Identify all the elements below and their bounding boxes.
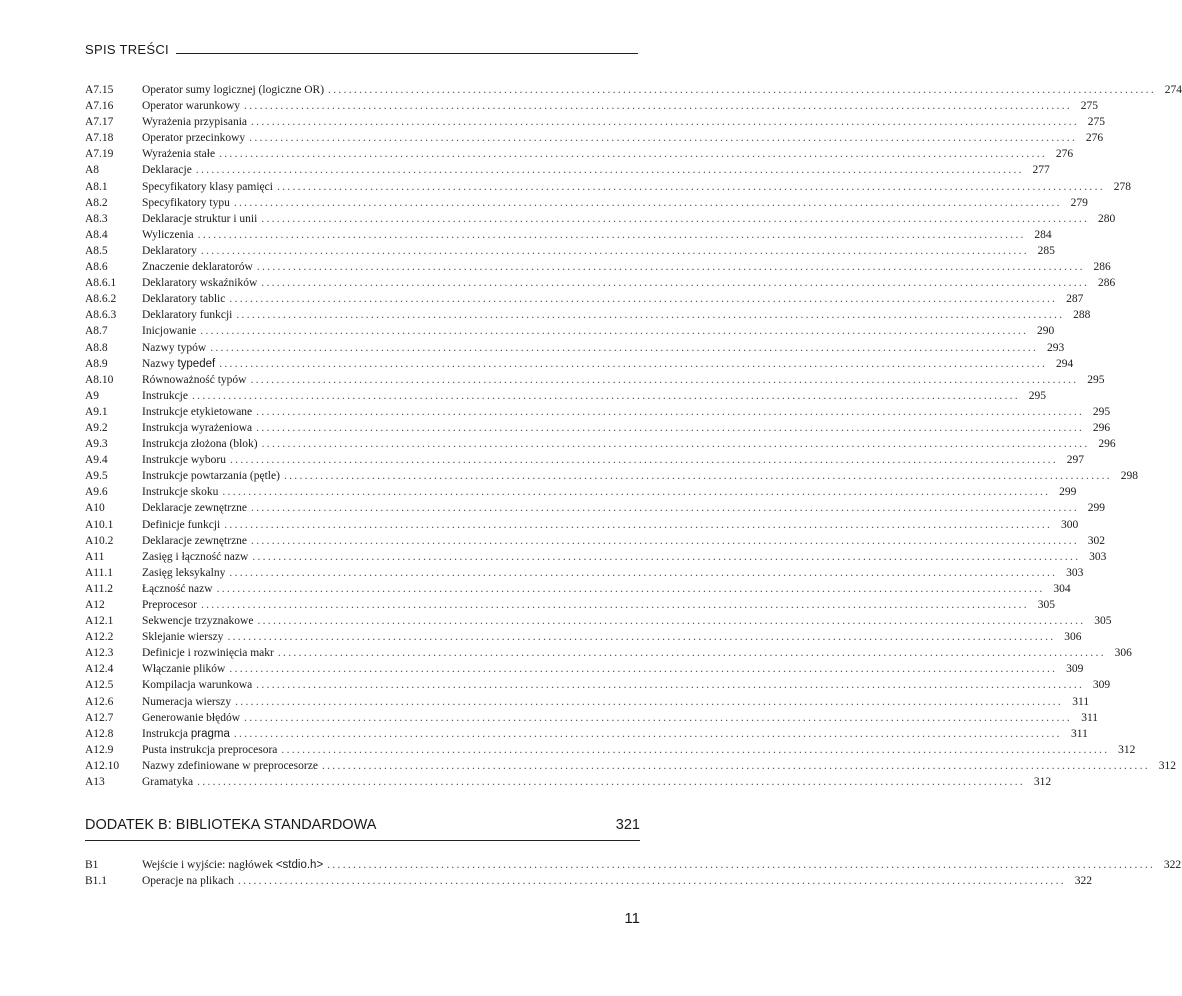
entry-page: 278: [1113, 180, 1131, 193]
dot-leader: ................................................................................................................................................................: [222, 486, 1051, 499]
entry-title: [142, 857, 327, 873]
dot-leader: ................................................................................................................................................................: [233, 196, 1062, 209]
entry-page: 285: [1037, 244, 1055, 257]
entry-number: A9.1: [85, 405, 108, 418]
entry-number: A8.6.3: [85, 309, 117, 322]
entry-number: A12.10: [85, 759, 120, 772]
toc-entry[interactable]: [85, 581, 1071, 597]
entry-title-text: Generowanie błędów: [142, 711, 241, 724]
toc-entry[interactable]: [85, 549, 1107, 565]
dot-leader: ................................................................................................................................................................: [276, 180, 1105, 193]
entry-page: 297: [1066, 454, 1084, 467]
toc-entry[interactable]: [85, 146, 1074, 162]
toc-entry[interactable]: [85, 291, 1084, 307]
entry-number: A8.2: [85, 196, 108, 209]
entry-title-text: Inicjowanie: [142, 325, 197, 338]
entry-title-text: Deklaratory tablic: [142, 293, 226, 306]
entry-page: 312: [1033, 776, 1052, 789]
entry-title-text: Specyfikatory typu: [142, 196, 230, 209]
entry-page: 306: [1114, 647, 1132, 660]
entry-page: 280: [1098, 212, 1116, 225]
page-number: 11: [624, 910, 640, 927]
entry-title-text: Instrukcje etykietowane: [142, 405, 253, 418]
entry-number: A9.4: [85, 454, 108, 467]
entry-number: A9.5: [85, 470, 108, 483]
entry-number: A8.4: [85, 228, 108, 241]
dot-leader: ................................................................................................................................................................: [229, 293, 1058, 306]
entry-page: 312: [1118, 743, 1136, 756]
dot-leader: ................................................................................................................................................................: [261, 438, 1090, 451]
entry-number: A9.3: [85, 438, 108, 451]
entry-number: A10.1: [85, 518, 114, 531]
entry-page: 311: [1071, 727, 1088, 740]
entry-code-keyword: typedef: [177, 357, 216, 370]
entry-number: A11.1: [85, 566, 114, 579]
entry-page: 309: [1066, 663, 1084, 676]
entry-title-text: Deklaratory wskaźników: [142, 277, 258, 290]
entry-page: 275: [1080, 100, 1099, 113]
entry-number: A8.6: [85, 261, 108, 274]
entry-page: 299: [1087, 502, 1106, 515]
toc-entry[interactable]: [85, 857, 1182, 873]
entry-number: A7.19: [85, 148, 114, 161]
toc-entry[interactable]: [85, 710, 1099, 726]
toc-entry[interactable]: [85, 340, 1065, 356]
dot-leader: ................................................................................................................................................................: [261, 212, 1090, 225]
entry-number: A8.6.2: [85, 293, 117, 306]
toc-entry[interactable]: [85, 774, 1052, 790]
entry-page: 312: [1158, 759, 1176, 772]
entry-page: 275: [1087, 116, 1105, 129]
entry-page: 296: [1098, 438, 1116, 451]
entry-title-text: Deklaratory funkcji: [142, 309, 233, 322]
entry-title: [142, 726, 234, 742]
dot-leader: ................................................................................................................................................................: [229, 663, 1058, 676]
toc-entry[interactable]: [85, 356, 1074, 372]
entry-title: [142, 694, 235, 710]
entry-title: [142, 114, 251, 130]
entry-page: 296: [1092, 421, 1111, 434]
entry-title-text: Pusta instrukcja preprocesora: [142, 743, 278, 756]
entry-title-text: Deklaracje zewnętrzne: [142, 502, 248, 515]
entry-title-text: Preprocesor: [142, 599, 197, 611]
toc-entry[interactable]: [85, 243, 1055, 259]
entry-title: [142, 565, 229, 581]
entry-page: 300: [1060, 518, 1079, 531]
dot-leader: ................................................................................................................................................................: [197, 228, 1026, 241]
entry-number: A8.9: [85, 357, 108, 370]
dot-leader: ................................................................................................................................................................: [252, 550, 1081, 563]
entry-number: A12.1: [85, 615, 114, 628]
entry-number: A9.6: [85, 486, 108, 499]
entry-page: 293: [1046, 341, 1065, 354]
running-header: SPIS TREŚCI: [85, 42, 169, 57]
dot-leader: ................................................................................................................................................................: [210, 341, 1039, 354]
entry-page: 302: [1087, 534, 1106, 547]
toc-entry[interactable]: [85, 259, 1111, 275]
entry-page: 322: [1163, 859, 1182, 871]
entry-title: [142, 340, 210, 356]
entry-title-text: Instrukcje wyboru: [142, 454, 226, 467]
entry-title: [142, 645, 278, 661]
entry-title-text: Instrukcja złożona (blok): [142, 438, 258, 451]
entry-title: [142, 468, 284, 484]
entry-number: A9.2: [85, 421, 108, 434]
toc-entry[interactable]: [85, 694, 1090, 710]
entry-title: [142, 500, 251, 516]
entry-title: [142, 259, 257, 275]
entry-title: [142, 597, 201, 613]
entry-page: 295: [1028, 389, 1046, 402]
entry-title: [142, 452, 230, 468]
entry-title-text: Łączność nazw: [142, 582, 213, 595]
toc-entry[interactable]: [85, 82, 1182, 98]
entry-title: [142, 742, 281, 758]
toc-entry[interactable]: [85, 420, 1111, 436]
dot-leader: ................................................................................................................................................................: [257, 615, 1086, 628]
entry-number: A12.7: [85, 711, 114, 724]
entry-number: A12: [85, 599, 105, 611]
dot-leader: ................................................................................................................................................................: [249, 132, 1078, 145]
entry-title: [142, 372, 250, 388]
entry-title: [142, 98, 244, 114]
entry-title-text: Definicje funkcji: [142, 518, 221, 531]
entry-page: 305: [1094, 615, 1112, 628]
entry-number: A8.8: [85, 341, 108, 354]
entry-number: A8: [85, 164, 100, 177]
entry-title: [142, 388, 192, 404]
dot-leader: ................................................................................................................................................................: [327, 859, 1156, 871]
entry-page: 274: [1164, 84, 1182, 96]
entry-title: [142, 243, 201, 259]
dot-leader: ................................................................................................................................................................: [197, 776, 1026, 789]
entry-title: [142, 211, 261, 227]
toc-entry[interactable]: [85, 130, 1104, 146]
entry-title-text: Wyrażenia przypisania: [142, 116, 247, 129]
entry-page: 288: [1073, 309, 1091, 322]
dot-leader: ................................................................................................................................................................: [224, 518, 1053, 531]
toc-entry[interactable]: [85, 98, 1099, 114]
entry-title: [142, 436, 262, 452]
entry-title-text: Operator warunkowy: [142, 100, 241, 113]
entry-page: 277: [1032, 164, 1050, 177]
toc-entry[interactable]: [85, 307, 1091, 323]
entry-page: 295: [1092, 405, 1111, 418]
toc-entry[interactable]: [85, 517, 1079, 533]
entry-page: 303: [1089, 550, 1107, 563]
entry-title: [142, 549, 252, 565]
entry-title-text: Wejście i wyjście: nagłówek: [142, 859, 273, 871]
entry-title: [142, 307, 236, 323]
toc-entry[interactable]: [85, 468, 1138, 484]
entry-title-text: Instrukcja wyrażeniowa: [142, 421, 253, 434]
entry-title-text: Operator przecinkowy: [142, 132, 246, 145]
dot-leader: ................................................................................................................................................................: [200, 244, 1029, 257]
entry-number: A8.5: [85, 244, 108, 257]
entry-title-text: Instrukcje skoku: [142, 486, 219, 499]
entry-page: 294: [1055, 357, 1074, 370]
entry-title: [142, 179, 277, 195]
entry-number: A11.2: [85, 582, 114, 595]
entry-title-text: Wyrażenia stałe: [142, 148, 216, 161]
entry-page: 287: [1066, 293, 1084, 306]
dot-leader: ................................................................................................................................................................: [256, 421, 1085, 434]
entry-page: 311: [1072, 695, 1090, 708]
entry-page: 276: [1055, 148, 1074, 161]
entry-title: [142, 613, 257, 629]
dot-leader: ................................................................................................................................................................: [219, 357, 1048, 370]
entry-page: 305: [1037, 599, 1055, 611]
toc-entry[interactable]: [85, 533, 1106, 549]
entry-number: A9: [85, 389, 100, 402]
entry-title: [142, 774, 197, 790]
entry-title: [142, 404, 256, 420]
dot-leader: ................................................................................................................................................................: [256, 679, 1085, 692]
toc-entry[interactable]: [85, 500, 1106, 516]
entry-page: 299: [1059, 486, 1077, 499]
entry-number: B1.1: [85, 875, 108, 888]
dot-leader: ................................................................................................................................................................: [237, 875, 1066, 888]
toc-entry[interactable]: [85, 323, 1055, 339]
entry-title-text: Znaczenie deklaratorów: [142, 261, 253, 274]
header-rule: [176, 53, 638, 54]
toc-entry[interactable]: [85, 404, 1111, 420]
toc-entry[interactable]: [85, 758, 1176, 774]
entry-title-text: Numeracja wierszy: [142, 695, 232, 708]
dot-leader: ................................................................................................................................................................: [230, 454, 1058, 467]
dot-leader: ................................................................................................................................................................: [236, 309, 1065, 322]
toc-entry[interactable]: [85, 484, 1077, 500]
entry-title: [142, 484, 222, 500]
dot-leader: ................................................................................................................................................................: [200, 599, 1029, 611]
section-title: DODATEK B: BIBLIOTEKA STANDARDOWA: [85, 817, 377, 833]
entry-title: [142, 661, 229, 677]
entry-title-text: Zasięg i łączność nazw: [142, 550, 249, 563]
dot-leader: ................................................................................................................................................................: [219, 148, 1048, 161]
entry-page: 311: [1081, 711, 1099, 724]
entry-title: [142, 873, 238, 889]
entry-title-text: Operator sumy logicznej (logiczne OR): [142, 84, 325, 96]
entry-number: A11: [85, 550, 105, 563]
toc-entry[interactable]: [85, 645, 1132, 661]
entry-title: [142, 517, 224, 533]
toc-entry[interactable]: [85, 179, 1131, 195]
dot-leader: ................................................................................................................................................................: [235, 695, 1064, 708]
toc-entry[interactable]: [85, 275, 1116, 291]
entry-page: 286: [1098, 277, 1116, 290]
entry-page: 286: [1093, 261, 1111, 274]
toc-entry[interactable]: [85, 873, 1092, 889]
entry-title-text: Zasięg leksykalny: [142, 566, 226, 579]
dot-leader: ................................................................................................................................................................: [321, 759, 1150, 772]
dot-leader: ................................................................................................................................................................: [250, 373, 1079, 386]
entry-title: [142, 758, 322, 774]
entry-title-text: Deklaratory: [142, 244, 197, 257]
entry-title: [142, 227, 198, 243]
entry-title-text: Deklaracje: [142, 164, 192, 177]
entry-title-text: Deklaracje struktur i unii: [142, 212, 258, 225]
entry-number: A12.2: [85, 631, 114, 644]
entry-title-text: Specyfikatory klasy pamięci: [142, 180, 273, 193]
section-heading-appendix-b[interactable]: [85, 817, 640, 833]
toc-entry[interactable]: [85, 661, 1084, 677]
entry-title: [142, 195, 234, 211]
entry-title-text: Sklejanie wierszy: [142, 631, 224, 644]
entry-page: 279: [1070, 196, 1088, 209]
entry-title-text: Instrukcje: [142, 389, 188, 402]
dot-leader: ................................................................................................................................................................: [328, 84, 1157, 96]
section-rule: [85, 840, 640, 841]
entry-number: A7.15: [85, 84, 114, 96]
entry-title-text: Nazwy: [142, 357, 175, 370]
entry-number: B1: [85, 859, 99, 871]
entry-title-text: Nazwy typów: [142, 341, 207, 354]
entry-title-text: Definicje i rozwinięcia makr: [142, 647, 274, 660]
entry-number: A10: [85, 502, 105, 515]
toc-entry[interactable]: [85, 629, 1082, 645]
entry-title: [142, 82, 328, 98]
dot-leader: ................................................................................................................................................................: [256, 261, 1085, 274]
dot-leader: ................................................................................................................................................................: [227, 631, 1056, 644]
entry-title: [142, 420, 256, 436]
entry-page: 298: [1120, 470, 1138, 483]
entry-page: 309: [1092, 679, 1111, 692]
dot-leader: ................................................................................................................................................................: [251, 116, 1079, 129]
entry-number: A12.4: [85, 663, 114, 676]
toc-entry[interactable]: [85, 227, 1052, 243]
entry-title: [142, 581, 217, 597]
entry-code-keyword: pragma: [190, 727, 230, 740]
section-page: 321: [615, 817, 640, 833]
toc-list-appendix-b: [85, 857, 1182, 889]
entry-page: 303: [1066, 566, 1084, 579]
entry-title: [142, 162, 196, 178]
toc-entry[interactable]: [85, 195, 1088, 211]
dot-leader: ................................................................................................................................................................: [256, 405, 1085, 418]
entry-page: 322: [1074, 875, 1092, 888]
toc-entry[interactable]: [85, 162, 1050, 178]
dot-leader: ................................................................................................................................................................: [233, 727, 1062, 740]
toc-entry[interactable]: [85, 372, 1105, 388]
dot-leader: ................................................................................................................................................................: [277, 647, 1106, 660]
toc-entry[interactable]: [85, 436, 1116, 452]
entry-title: [142, 629, 227, 645]
entry-number: A13: [85, 776, 105, 789]
entry-title-text: Instrukcja: [142, 727, 188, 740]
entry-number: A10.2: [85, 534, 114, 547]
dot-leader: ................................................................................................................................................................: [281, 743, 1110, 756]
entry-title-text: Deklaracje zewnętrzne: [142, 534, 248, 547]
entry-number: A12.9: [85, 743, 114, 756]
entry-title-text: Równoważność typów: [142, 373, 247, 386]
toc-entry[interactable]: [85, 114, 1105, 130]
entry-title: [142, 356, 219, 372]
entry-number: A8.7: [85, 325, 108, 338]
dot-leader: ................................................................................................................................................................: [216, 582, 1045, 595]
entry-number: A8.3: [85, 212, 108, 225]
entry-title: [142, 710, 244, 726]
entry-page: 306: [1064, 631, 1082, 644]
toc-entry[interactable]: [85, 613, 1112, 629]
entry-number: A12.5: [85, 679, 114, 692]
entry-page: 290: [1037, 325, 1055, 338]
dot-leader: ................................................................................................................................................................: [244, 711, 1073, 724]
entry-page: 304: [1053, 582, 1071, 595]
dot-leader: ................................................................................................................................................................: [195, 164, 1024, 177]
dot-leader: ................................................................................................................................................................: [251, 502, 1080, 515]
toc-entry[interactable]: [85, 677, 1111, 693]
entry-page: 276: [1085, 132, 1104, 145]
entry-number: A8.10: [85, 373, 114, 386]
entry-title: [142, 146, 219, 162]
entry-title-text: Sekwencje trzyznakowe: [142, 615, 254, 628]
toc-entry[interactable]: [85, 726, 1088, 742]
entry-title: [142, 677, 256, 693]
entry-number: A7.18: [85, 132, 114, 145]
toc-entry[interactable]: [85, 388, 1046, 404]
entry-title-text: Gramatyka: [142, 776, 194, 789]
toc-entry[interactable]: [85, 597, 1055, 613]
entry-number: A12.3: [85, 647, 114, 660]
entry-title: [142, 275, 261, 291]
toc-list-appendix-a: [85, 82, 1182, 790]
dot-leader: ................................................................................................................................................................: [261, 277, 1090, 290]
entry-title-text: Instrukcje powtarzania (pętle): [142, 470, 280, 483]
entry-title-text: Operacje na plikach: [142, 875, 234, 888]
entry-code-keyword: <stdio.h>: [275, 859, 324, 871]
entry-title: [142, 130, 249, 146]
entry-page: 295: [1087, 373, 1105, 386]
dot-leader: ................................................................................................................................................................: [200, 325, 1029, 338]
entry-number: A8.1: [85, 180, 108, 193]
entry-number: A12.6: [85, 695, 114, 708]
entry-title-text: Wyliczenia: [142, 228, 194, 241]
dot-leader: ................................................................................................................................................................: [251, 534, 1080, 547]
toc-entry[interactable]: [85, 742, 1136, 758]
entry-page: 284: [1034, 228, 1052, 241]
entry-title-text: Kompilacja warunkowa: [142, 679, 253, 692]
toc-entry[interactable]: [85, 211, 1116, 227]
entry-title: [142, 291, 229, 307]
entry-title-text: Włączanie plików: [142, 663, 226, 676]
toc-entry[interactable]: [85, 565, 1084, 581]
toc-entry[interactable]: [85, 452, 1084, 468]
entry-title-text: Nazwy zdefiniowane w preprocesorze: [142, 759, 318, 772]
dot-leader: ................................................................................................................................................................: [283, 470, 1112, 483]
entry-number: A7.16: [85, 100, 114, 113]
dot-leader: ................................................................................................................................................................: [244, 100, 1073, 113]
entry-title: [142, 323, 200, 339]
entry-number: A12.8: [85, 727, 114, 740]
entry-number: A8.6.1: [85, 277, 117, 290]
entry-title: [142, 533, 251, 549]
dot-leader: ................................................................................................................................................................: [191, 389, 1020, 402]
dot-leader: ................................................................................................................................................................: [229, 566, 1058, 579]
entry-number: A7.17: [85, 116, 114, 129]
